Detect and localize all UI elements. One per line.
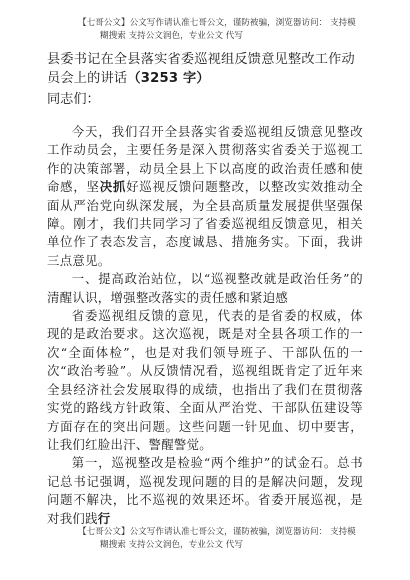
- paragraph-first-point: [47, 454, 363, 528]
- footer-line-2: 糊搜索 支持公文润色，专业公文 代写: [100, 540, 243, 550]
- footer-line-1: 【七哥公文】公文写作请认准七哥公文，谨防被骗，浏览器访问： 支持模: [78, 527, 356, 537]
- page-header: [78, 17, 378, 43]
- section-heading-1: 一、提高政治站位，以“巡视整改就是政治任务”的清醒认识，增强整改落实的责任感和紧迫感: [47, 271, 363, 305]
- paragraph-intro: [47, 123, 363, 270]
- header-line-2: 糊搜索 支持公文润色，专业公文 代写: [100, 31, 243, 41]
- word-count: （3253 字）: [127, 71, 210, 86]
- page-footer: [78, 526, 378, 552]
- header-line-1: 【七哥公文】公文写作请认准七哥公文，谨防被骗，浏览器访问： 支持模: [78, 18, 356, 28]
- paragraph-intro-rest: 好巡视反馈问题整改，以整改实效推动全面从严治党向纵深发展，为全县高质量发展提供坚强保障。刚才，我们共同学习了省委巡视组反馈意见，相关单位作了表态发言，态度诚恳、措施务实。下面，我讲三点意见。: [47, 179, 363, 268]
- paragraph-first-point-bold: 行: [97, 510, 111, 526]
- title-text: 县委书记在全县落实省委巡视组反馈意见整改工作动员会上的讲话: [47, 52, 355, 86]
- paragraph-intro-text: 今天，我们召开全县落实省委巡视组反馈意见整改工作动员会，主要任务是深入贯彻落实省委关于巡视工作的决策部署，动员全县上下以高度的政治责任感和使命感，坚: [47, 124, 363, 195]
- paragraph-first-point-text: 第一，巡视整改是检验“两个维护”的试金石。总书记总书记强调，巡视发现问题的目的是解决问题，发现问题不解决，比不巡视的效果还坏。省委开展巡视，是对我们践: [47, 455, 363, 526]
- paragraph-inspection: 省委巡视组反馈的意见，代表的是省委的权威，体现的是政治要求。这次巡视，既是对全县各项工作的一次“全面体检”，也是对我们领导班子、干部队伍的一次“政治考验”。从反馈情况看，巡视组既肯定了近年来全县经济社会发展取得的成绩，也指出了我们在贯彻落实党的路线方针政策、全面从严治党、干部队伍建设等方面存在的突出问题。这些问题一针见血、切中要害，让我们红脸出汗、警醒警觉。: [47, 308, 363, 452]
- document-title: [47, 50, 365, 88]
- salutation: 同志们：: [47, 92, 100, 107]
- document-body: [47, 123, 363, 528]
- paragraph-intro-bold: 决抓: [99, 179, 127, 195]
